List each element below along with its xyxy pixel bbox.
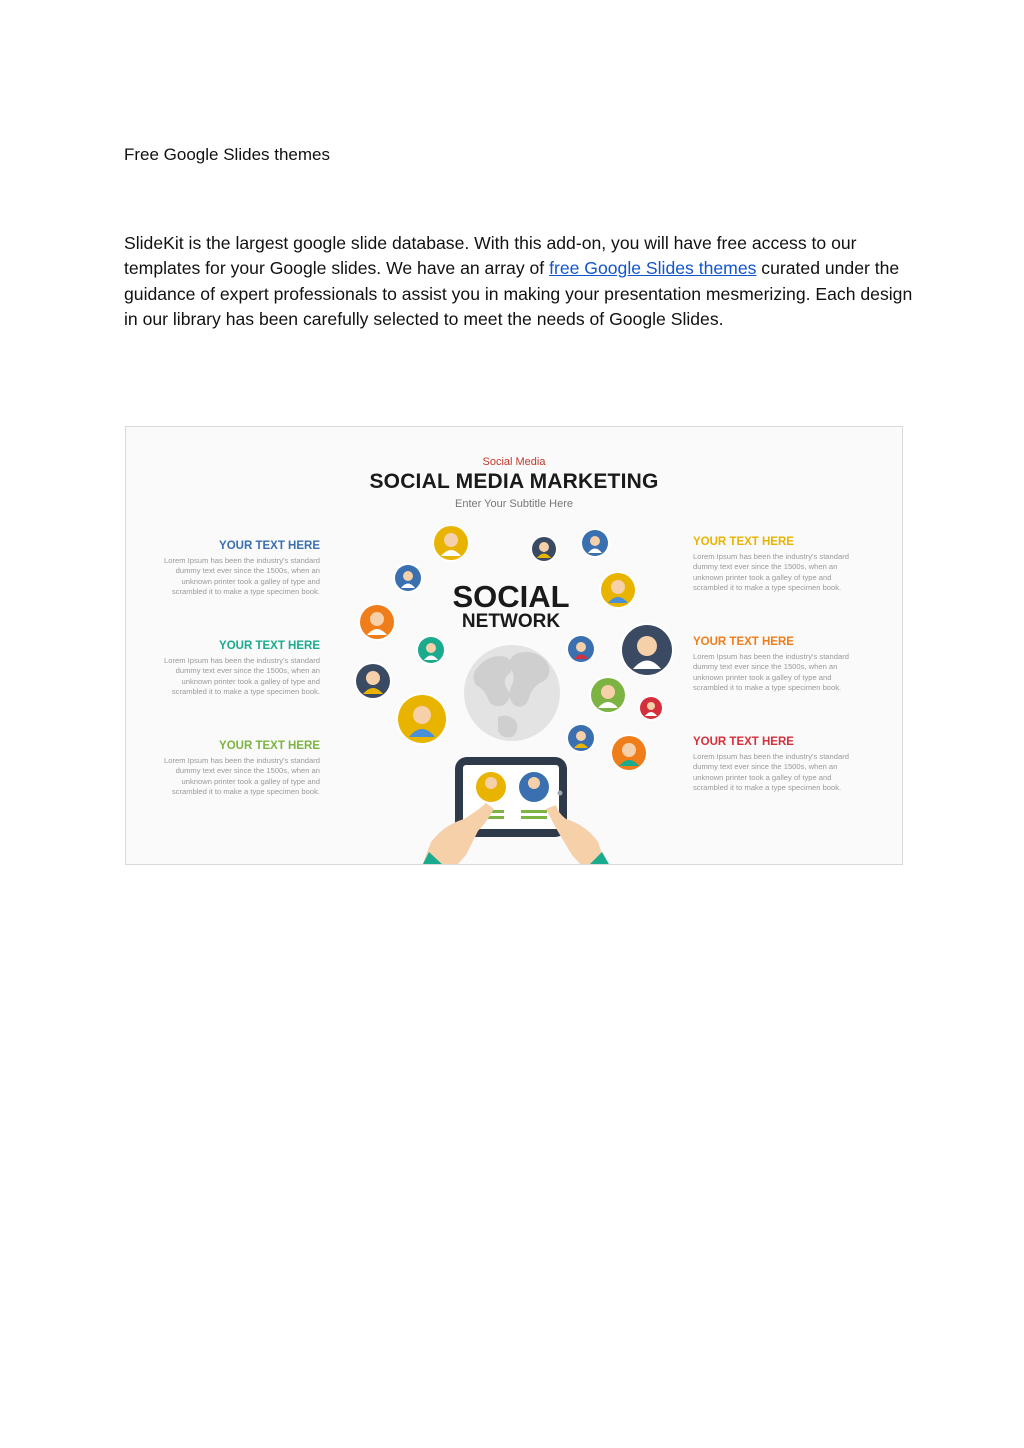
text-block-title: YOUR TEXT HERE — [693, 736, 794, 748]
text-block-left-3 — [160, 740, 320, 797]
text-block-body: Lorem Ipsum has been the industry's standard dummy text ever since the 1500s, when an unknown printer took a galley of type and scrambled it to make a type specimen book. — [693, 652, 849, 692]
text-block-left-1 — [160, 540, 320, 597]
free-google-slides-themes-link[interactable]: free Google Slides themes — [549, 258, 757, 279]
document-paragraph — [124, 231, 914, 332]
slide-kicker: Social Media — [482, 456, 546, 468]
document-heading: Free Google Slides themes — [124, 145, 330, 164]
text-block-right-3 — [693, 736, 853, 793]
text-block-title: YOUR TEXT HERE — [693, 536, 794, 548]
text-block-right-2 — [693, 636, 853, 693]
text-block-body: Lorem Ipsum has been the industry's standard dummy text ever since the 1500s, when an unknown printer took a galley of type and scrambled it to make a type specimen book. — [693, 552, 849, 592]
globe-icon — [464, 645, 560, 741]
text-block-title: YOUR TEXT HERE — [219, 740, 320, 752]
text-block-body: Lorem Ipsum has been the industry's standard dummy text ever since the 1500s, when an unknown printer took a galley of type and scrambled it to make a type specimen book. — [164, 656, 320, 696]
text-block-body: Lorem Ipsum has been the industry's standard dummy text ever since the 1500s, when an unknown printer took a galley of type and scrambled it to make a type specimen book. — [164, 756, 320, 796]
paragraph-text-end: curated under the guidance of expert professionals to assist you in making your presentation mesmerizing. Each design in our library has been carefully selected to meet the needs of Google Slides. — [124, 258, 913, 329]
text-block-body: Lorem Ipsum has been the industry's standard dummy text ever since the 1500s, when an unknown printer took a galley of type and scrambled it to make a type specimen book. — [693, 752, 849, 792]
center-social-text: SOCIAL — [452, 579, 570, 614]
center-network-text: NETWORK — [461, 611, 561, 632]
slide-title: SOCIAL MEDIA MARKETING — [369, 470, 659, 493]
text-block-right-1 — [693, 536, 853, 593]
slide-preview-image — [125, 426, 903, 865]
text-block-title: YOUR TEXT HERE — [219, 540, 320, 552]
text-block-left-2 — [160, 640, 320, 697]
text-block-body: Lorem Ipsum has been the industry's standard dummy text ever since the 1500s, when an unknown printer took a galley of type and scrambled it to make a type specimen book. — [164, 556, 320, 596]
slide-subtitle: Enter Your Subtitle Here — [454, 498, 574, 510]
text-block-title: YOUR TEXT HERE — [693, 636, 794, 648]
paragraph-text-start: SlideKit is the largest google slide database. With this add-on, you will have free access to our templates for your Google slides. We have an array of — [124, 233, 857, 279]
text-block-title: YOUR TEXT HERE — [219, 640, 320, 652]
